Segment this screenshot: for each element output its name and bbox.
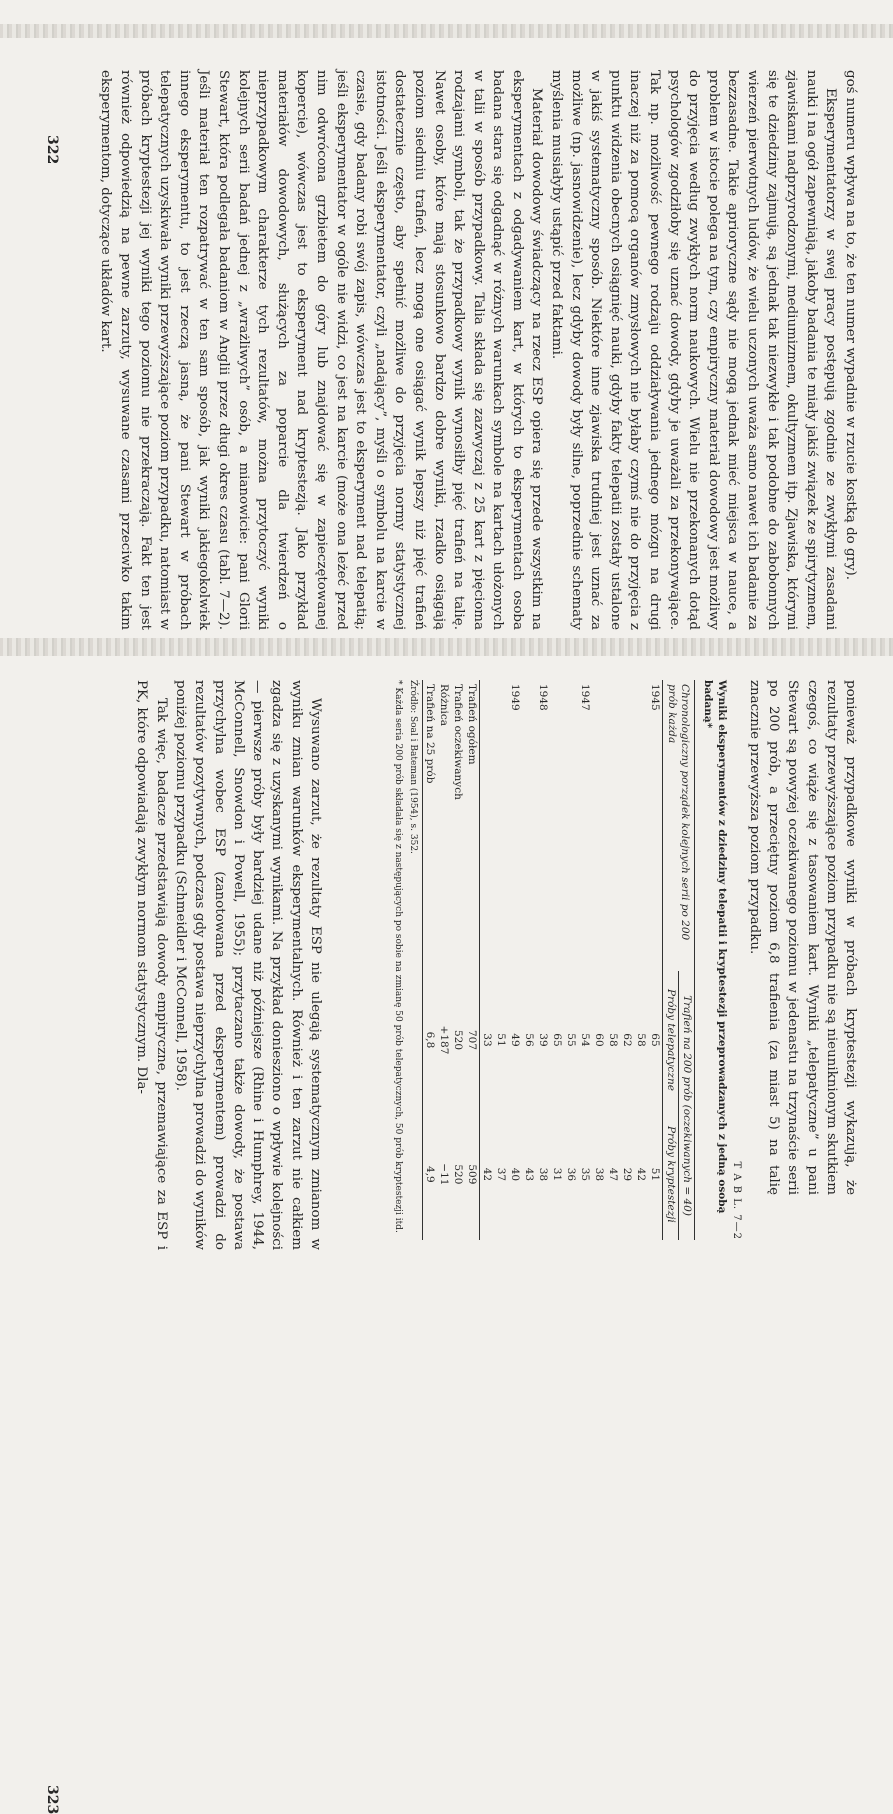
cell-telepathy: 6,8 [423,971,438,1109]
cell-telepathy: 62 [621,1033,633,1047]
table-row [480,680,495,1240]
cell-year [480,680,495,971]
cell-clairvoyance: 40 [509,1167,521,1182]
col-header-group: Trafień na 200 prób (oczekiwanych = 40) [679,971,695,1240]
cell-year [550,680,564,971]
cell-telepathy: 58 [635,1033,647,1047]
table-row [536,680,550,1240]
data-table [422,680,695,1240]
cell-label: Trafień na 25 prób [423,680,438,971]
table-total-row [437,680,451,1240]
cell-year [564,680,578,971]
paragraph: ponieważ przypadkowe wyniki w próbach kryptestezji wykazują, że rezultaty przewyższające poziom przypadku nie są nieuniknionym skutkiem czegoś, co wiąże się z tasowaniem kart. Wyniki „telepatyczne” u pani Stewart są powyżej oczekiwanego poziomu w jedenastu na trzynaście serii po 200 prób, a przeciętny poziom 6,8 trafienia (za miast 5) na talię znacznie przewyższa poziom przypadku. [746,680,858,1195]
cell-telepathy: 707 [465,971,480,1109]
cell-clairvoyance: 47 [607,1167,619,1182]
table-row [550,680,564,1240]
cell-telepathy: 51 [495,1033,507,1047]
table-row [606,680,620,1240]
cell-clairvoyance: 36 [565,1167,577,1182]
cell-telepathy: 33 [481,1033,493,1047]
cell-label: Trafień ogółem [465,680,480,971]
cell-label: Różnica [438,684,450,727]
cell-telepathy: 65 [649,1033,661,1047]
cell-year [606,680,620,971]
cell-telepathy: 39 [537,1033,549,1047]
cell-telepathy: 55 [565,1033,577,1047]
page-divider [0,638,893,656]
cell-clairvoyance: 43 [523,1167,535,1182]
page-323-body [132,680,325,1250]
cell-telepathy: 49 [509,1033,521,1047]
cell-year [634,680,648,971]
col-header-telepathy: Próby telepatyczne [663,971,679,1109]
table-title: Wyniki eksperymentów z dziedziny telepatii i kryptestezji przeprowadzanych z jedną osobą badaną* [702,680,728,1214]
cell-clairvoyance: 51 [649,1167,661,1182]
paragraph: Materiał dowodowy świadczący na rzecz ESP opiera się przede wszystkim na eksperymentach z odgadywaniem kart, w których to eksperymentach osoba badana stara się odgadnąć w różnych warunkach symbole na kartach ułożonych w talii w sposób przypadkowy. Talia składa się zazwyczaj z 25 kart z pięcioma rodzajami symboli, tak że przypadkowy wynik wynosiłby pięć trafień na talię. Nawet osoby, które mają stosunkowo bardzo dobre wyniki, rzadko osiągają poziom siedmiu trafień, lecz mogą one osiągać wynik lepszy niż pięć trafień dostatecznie często, aby spełnić możliwe do przyjęcia normy statystycznej istotności. Jeśli eksperymentator, czyli „nadający”, myśli o symbolu na karcie w czasie, gdy badany robi swój zapis, wówczas jest to eksperyment nad telepatią; jeśli eksperymentator w ogóle nie widzi, co jest na karcie (może ona leżeć przed nim odwrócona grzbietem do góry lub znajdować się w zapieczętowanej kopercie), wówczas jest to eksperyment nad kryptestezją. Jako przykład materiałów dowodowych, służących za poparcie dla twierdzeń o nieprzypadkowym charakterze tych rezultatów, można przytoczyć wyniki kolejnych serii badań jednej z „wrażliwych” osób, a mianowicie: pani Glorii Stewart, która podlegała badaniom w Anglii przez długi okres czasu (tabl. 7—2). Jeśli materiał ten rozpatrywać w ten sam sposób, jak wyniki jakiegokolwiek innego eksperymentu, to jest rzeczą jasną, że pani Stewart w próbach telepatycznych uzyskiwała wyniki przewyższające poziom przypadku, natomiast w próbach kryptestezji jej wyniki tego poziomu nie przekraczają. Fakt ten jest również odpowiedzią na pewne zarzuty, wysuwane czasami przeciwko takim eksperymentom, dotyczące układów kart. [98,70,545,630]
cell-clairvoyance: 509 [465,1109,480,1240]
cell-year [592,680,606,971]
table-total-row [451,680,465,1240]
cell-clairvoyance: 4,9 [423,1109,438,1240]
table-total-row [465,680,480,1240]
scan-edge-top [0,24,893,38]
paragraph: Tak więc, badacze przedstawiają dowody empiryczne, przemawiające za ESP i PK, które odpowiadają zwykłym normom statystycznym. Dla- [134,680,169,1250]
col-header-clairvoyance: Próby kryptestezji [663,1109,679,1240]
cell-year [494,680,508,971]
paragraph: Wysuwano zarzut, że rezultaty ESP nie ulegają systematycznym zmianom w wyniku zmian warunków eksperymentalnych. Również i ten zarzut nie całkiem zgadza się z uzyskanymi wynikami. Na przykład doniesziono o wpływie kolejności — pierwsze próby były bardziej udane niż późniejsze (Rhine i Humphrey, 1944, McConnell, Snowdon i Powell, 1955); przytaczano także dowody, że postawa przychylna wobec ESP (zanotowana przed eksperymentem) prowadzi do rezultatów pozytywnych, podczas gdy postawa nieprzychylna prowadzi do wyników poniżej poziomu przypadku (Schmeidler i McConnell, 1958). [172,680,323,1250]
cell-clairvoyance: 42 [635,1167,647,1182]
cell-year: 1948 [537,684,549,711]
table-body [423,680,663,1240]
table-row [522,680,536,1240]
right-page [0,660,893,1814]
table-row [508,680,522,1240]
page-323-intro [745,680,860,1195]
page-number: 323 [44,1785,60,1814]
col-header-order: Chronologiczny porządek kolejnych serii po 200 prób każda [663,680,695,971]
cell-telepathy: 60 [593,1033,605,1047]
cell-year: 1945 [649,684,661,711]
cell-label: Trafień oczekiwanych [452,684,464,800]
cell-clairvoyance: −11 [438,1163,450,1186]
table-row [634,680,648,1240]
table-7-2 [392,680,742,1240]
cell-year [522,680,536,971]
cell-telepathy: +187 [438,1025,450,1055]
cell-telepathy: 65 [551,1033,563,1047]
page-number: 322 [44,135,60,165]
cell-year: 1947 [579,684,591,711]
cell-clairvoyance: 38 [537,1167,549,1182]
cell-telepathy: 56 [523,1033,535,1047]
cell-clairvoyance: 31 [551,1167,563,1182]
paragraph: Eksperymentatorzy w swej pracy postępują zgodnie ze zwykłymi zasadami nauki i na ogół zapewniają, jakoby badania te miały jakiś związek ze spirytyzmem, zjawiskami nadprzyrodzonymi, mediumizmem, okultyzmem itp. Zjawiska, którymi się te dziedziny zajmują, są jednak tak niezwykłe i tak podobne do zabobonnych wierzeń pierwotnych ludów, że wielu uczonych uważa samo nawet ich badanie za bezzasadne. Takie aprioryczne sądy nie mogą jednak mieć miejsca w nauce, a problem w istocie polega na tym, czy empiryczny materiał dowodowy jest możliwy do przyjęcia według zwykłych norm naukowych. Wielu nie przekonanych dotąd psychologów zgodziłoby się uznać dowody, gdyby je uważali za przekonywające. Tak np. możliwość pewnego rodzaju oddziaływania jednego mózgu na drugi inaczej niż za pomocą organów zmysłowych nie byłaby czymś nie do przyjęcia z punktu widzenia obecnych osiągnięć nauki, gdyby fakty telepatii zostały ustalone w jakiś systematyczny sposób. Niektóre inne zjawiska trudniej jest uznać za możliwe (np. jasnowidzenie), lecz gdyby dowody były silne, poprzednie schematy myślenia musiałyby ustąpić przed faktami. [549,70,839,630]
cell-telepathy: 58 [607,1033,619,1047]
cell-year [620,680,634,971]
table-row [648,680,663,1240]
table-row [494,680,508,1240]
cell-clairvoyance: 42 [481,1167,493,1182]
table-label: T A B L. 7—2 [731,1161,742,1240]
cell-clairvoyance: 38 [593,1167,605,1182]
cell-telepathy: 54 [579,1033,591,1047]
table-row [620,680,634,1240]
cell-year: 1949 [509,684,521,711]
table-total-row [423,680,438,1240]
table-row [592,680,606,1240]
left-page [0,40,893,630]
paragraph: goś numeru wpływa na to, że ten numer wypadnie w rzucie kostką do gry). [843,70,858,581]
cell-clairvoyance: 29 [621,1167,633,1182]
page-322-body [96,70,860,630]
table-source: Źródło: Soal i Bateman (1954), s. 352. [408,680,418,854]
table-footnote: * Każda seria 200 prób składała się z następujących po sobie na zmianę 50 prób telepatycznych, 50 prób kryptestezji itd. [393,680,403,1233]
cell-telepathy: 520 [452,1029,464,1050]
cell-clairvoyance: 37 [495,1167,507,1182]
table-row [578,680,592,1240]
table-row [564,680,578,1240]
cell-clairvoyance: 35 [579,1167,591,1182]
cell-clairvoyance: 520 [452,1164,464,1185]
